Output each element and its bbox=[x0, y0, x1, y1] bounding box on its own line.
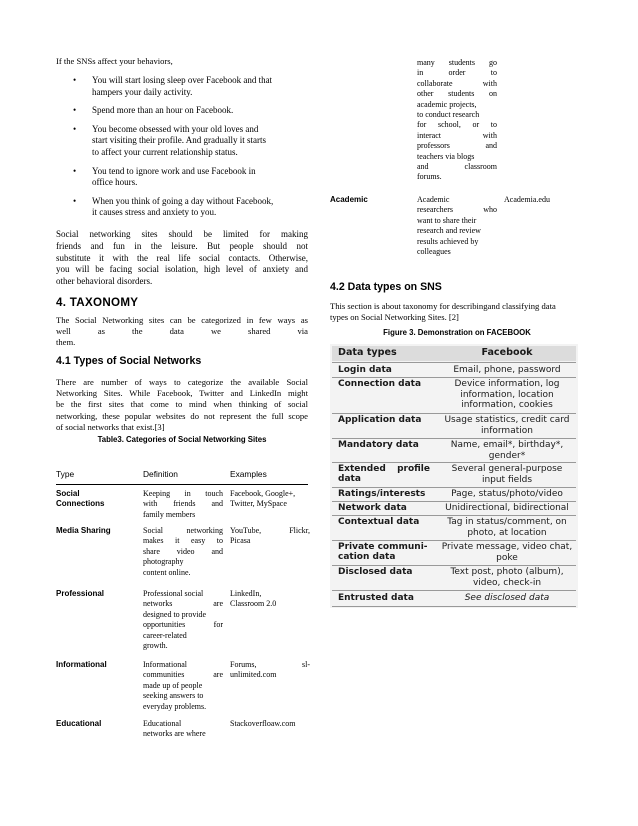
table-row-type: Professional bbox=[56, 589, 105, 598]
figure-row-key: Network data bbox=[338, 503, 407, 513]
figure-rule bbox=[332, 501, 576, 502]
facebook-data-figure bbox=[330, 344, 578, 608]
list-item: • You become obsessed with your old loves and start visiting their profile. And gradually it starts to affect your current relationship status. bbox=[73, 123, 266, 157]
figure-row-key: Disclosed data bbox=[338, 567, 413, 577]
figure-rule bbox=[332, 377, 576, 378]
figure-rule bbox=[332, 515, 576, 516]
figure-rule bbox=[332, 413, 576, 414]
figure-header-facebook: Facebook bbox=[481, 347, 533, 358]
table-row-examples: YouTube, Flickr, Picasa bbox=[230, 526, 310, 546]
table-header-definition: Definition bbox=[143, 469, 178, 479]
behavior-list bbox=[56, 75, 308, 219]
list-item: • Spend more than an hour on Facebook. bbox=[73, 105, 234, 116]
table-continued-definition: many students go in order to collaborate with other students on academic projects, to conduct research for school, or to interact with professors and teachers via blogs and classroom forums. bbox=[417, 58, 497, 182]
figure-row-key: Entrusted data bbox=[338, 593, 414, 603]
paragraph-datatypes: This section is about taxonomy for describingand classifying data types on Social Networking Sites. [2] bbox=[330, 301, 556, 323]
table-header-examples: Examples bbox=[230, 469, 267, 479]
figure-row-value: Private message, video chat, poke bbox=[441, 542, 573, 563]
table-row-definition: Academic researchers who want to share their research and review results achieved by colleagues bbox=[417, 195, 497, 257]
figure-row-value: Tag in status/comment, on photo, at location bbox=[447, 517, 567, 538]
table-row-type: Academic bbox=[330, 195, 368, 204]
table-row-examples: Academia.edu bbox=[504, 195, 550, 204]
figure-rule bbox=[332, 540, 576, 541]
figure-row-key: Contextual data bbox=[338, 517, 420, 527]
paragraph-types: There are number of ways to categorize the available Social Networking Sites. While Facebook, Twitter and LinkedIn might be the first sites that come to mind when thinking of social networking, these popular websites do not represent the full scope of social networks that exist.[3] bbox=[56, 377, 308, 432]
figure-row-value: Unidirectional, bidirectional bbox=[445, 503, 569, 513]
figure-row-key: Connection data bbox=[338, 379, 422, 389]
figure-row-key: Extended profile data bbox=[338, 464, 430, 485]
paragraph-taxonomy: The Social Networking sites can be categorized in few ways as well as the data we shared via them. bbox=[56, 315, 308, 348]
table-row-definition: Keeping in touch with friends and family members bbox=[143, 489, 223, 519]
figure-rule bbox=[332, 487, 576, 488]
table-row-examples: LinkedIn, Classroom 2.0 bbox=[230, 589, 277, 609]
section-heading-types: 4.1 Types of Social Networks bbox=[56, 355, 202, 367]
figure-header-datatypes: Data types bbox=[338, 347, 397, 358]
table-rule bbox=[56, 484, 308, 485]
intro-line: If the SNSs affect your behaviors, bbox=[56, 56, 173, 66]
table-header-type: Type bbox=[56, 469, 75, 479]
paragraph-limit: Social networking sites should be limited for making friends and fun in the leisure. But people should not substitute it with the real life social contacts. Otherwise, you will be facing social isolation, high level of anxiety and other behavioral disorders. bbox=[56, 229, 308, 287]
list-item: • When you think of going a day without Facebook, it causes stress and anxiety to you. bbox=[73, 195, 274, 218]
figure-rule bbox=[332, 565, 576, 566]
figure-row-key: Login data bbox=[338, 365, 392, 375]
figure-row-key: Private communi- cation data bbox=[338, 542, 428, 563]
figure-rule bbox=[332, 438, 576, 439]
table-row-examples: Forums, sl- unlimited.com bbox=[230, 660, 310, 680]
table-row-examples: Stackoverfloaw.com bbox=[230, 719, 296, 728]
figure-row-key: Mandatory data bbox=[338, 440, 419, 450]
table-row-type: Informational bbox=[56, 660, 107, 669]
section-heading-taxonomy: 4. TAXONOMY bbox=[56, 296, 139, 309]
figure-row-value: Device information, log information, location information, cookies bbox=[454, 379, 560, 411]
table-row-examples: Facebook, Google+, Twitter, MySpace bbox=[230, 489, 296, 509]
figure-row-value: Email, phone, password bbox=[453, 365, 561, 375]
figure-row-value: Name, email*, birthday*, gender* bbox=[450, 440, 564, 461]
figure-caption: Figure 3. Demonstration on FACEBOOK bbox=[383, 328, 531, 337]
table-row-definition: Educational networks are where bbox=[143, 719, 206, 739]
figure-row-value: See disclosed data bbox=[464, 593, 550, 603]
list-item: • You will start losing sleep over Facebook and that hampers your daily activity. bbox=[73, 75, 273, 97]
table-row-definition: Professional social networks are designed to provide opportunities for career-related growth. bbox=[143, 589, 223, 651]
figure-rule bbox=[332, 606, 576, 607]
figure-row-value: Page, status/photo/video bbox=[451, 489, 563, 499]
figure-row-value: Several general-purpose input fields bbox=[451, 464, 563, 485]
list-item: • You tend to ignore work and use Facebook in office hours. bbox=[73, 165, 256, 188]
figure-row-value: Text post, photo (album), video, check-in bbox=[450, 567, 564, 588]
table-row-type: Educational bbox=[56, 719, 102, 728]
table-caption: Table3. Categories of Social Networking Sites bbox=[97, 435, 267, 444]
table-row-definition: Social networking makes it easy to share video and photography content online. bbox=[143, 526, 223, 577]
table-row-type: Media Sharing bbox=[56, 526, 111, 535]
figure-rule bbox=[332, 590, 576, 591]
figure-row-value: Usage statistics, credit card information bbox=[444, 415, 570, 436]
figure-row-key: Ratings/interests bbox=[338, 489, 426, 499]
figure-rule bbox=[332, 362, 576, 363]
figure-row-key: Application data bbox=[338, 415, 422, 425]
section-heading-datatypes: 4.2 Data types on SNS bbox=[330, 281, 442, 293]
figure-rule bbox=[332, 462, 576, 463]
table-row-type: Social Connections bbox=[56, 489, 105, 509]
table-row-definition: Informational communities are made up of people seeking answers to everyday problems. bbox=[143, 660, 223, 711]
